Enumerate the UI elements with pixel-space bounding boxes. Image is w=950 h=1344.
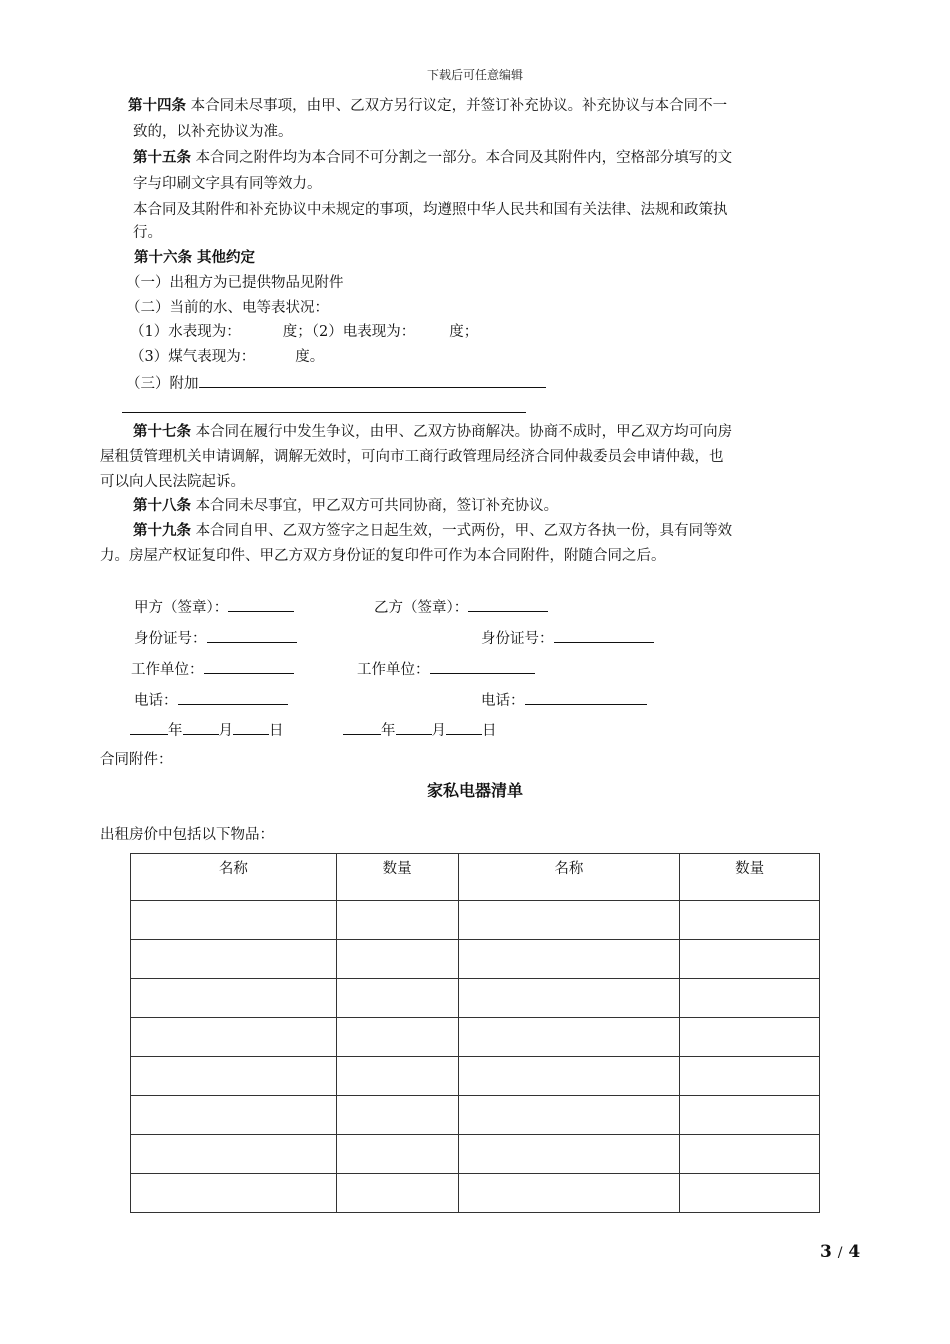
table-cell[interactable] — [458, 940, 680, 979]
water-meter-label: （1）水表现为： — [130, 324, 241, 340]
table-row — [131, 1096, 820, 1135]
gas-meter-label: （3）煤气表现为： — [130, 349, 256, 365]
meter-gas-line: （3）煤气表现为： 度。 — [130, 349, 325, 365]
article-19-line-1: 第十九条 本合同自甲、乙双方签字之日起生效，一式两份，甲、乙双方各执一份，具有同等效 — [133, 523, 733, 539]
table-cell[interactable] — [458, 1135, 680, 1174]
table-cell[interactable] — [680, 1057, 820, 1096]
party-a-year-blank[interactable] — [130, 719, 168, 735]
article-16-item-1: （一）出租方为已提供物品见附件 — [126, 275, 344, 291]
table-cell[interactable] — [458, 901, 680, 940]
addition-blank-line-2[interactable] — [122, 412, 526, 413]
table-cell[interactable] — [131, 1135, 337, 1174]
article-15-line-3: 本合同及其附件和补充协议中未规定的事项，均遵照中华人民共和国有关法律、法规和政策执 — [133, 202, 728, 218]
article-17-line-3: 可以向人民法院起诉。 — [100, 474, 245, 490]
table-cell[interactable] — [131, 1018, 337, 1057]
article-15-label: 第十五条 — [133, 150, 191, 166]
party-b-phone-blank[interactable] — [525, 689, 647, 705]
article-16-item-3: （三）附加 — [126, 372, 546, 394]
article-14-label: 第十四条 — [128, 98, 186, 114]
party-a-day-blank[interactable] — [233, 719, 269, 735]
table-cell[interactable] — [336, 1174, 458, 1213]
article-15-line-1: 第十五条 本合同之附件均为本合同不可分割之一部分。本合同及其附件内，空格部分填写的文 — [133, 150, 733, 166]
elec-meter-label: （2）电表现为： — [311, 324, 416, 340]
table-cell[interactable] — [680, 1174, 820, 1213]
article-16-label: 第十六条 其他约定 — [134, 250, 256, 266]
column-header: 名称 — [131, 854, 337, 901]
party-b-work: 工作单位： — [357, 658, 535, 680]
party-a-sign-blank[interactable] — [228, 596, 294, 612]
table-cell[interactable] — [336, 940, 458, 979]
party-b-sign-blank[interactable] — [468, 596, 548, 612]
table-cell[interactable] — [131, 1057, 337, 1096]
party-a-month-blank[interactable] — [183, 719, 219, 735]
party-a-date: 年 月 日 — [130, 719, 284, 741]
meter-water-elec-line: （1）水表现为： 度；（2）电表现为： 度； — [130, 324, 479, 340]
attachment-title: 家私电器清单 — [426, 781, 523, 800]
page-number: 3 / 4 — [820, 1242, 861, 1262]
table-cell[interactable] — [458, 1018, 680, 1057]
table-header-row — [131, 854, 820, 901]
table-row — [131, 940, 820, 979]
article-14-line-1: 第十四条 本合同未尽事项，由甲、乙双方另行议定，并签订补充协议。补充协议与本合同不一 — [128, 98, 728, 114]
article-15-line-2: 字与印刷文字具有同等效力。 — [133, 176, 322, 192]
header-note: 下载后可任意编辑 — [426, 68, 523, 82]
table-cell[interactable] — [336, 1018, 458, 1057]
table-cell[interactable] — [680, 901, 820, 940]
table-cell[interactable] — [680, 940, 820, 979]
furniture-appliance-table — [130, 853, 820, 1213]
party-a-work: 工作单位： — [131, 658, 294, 680]
article-16-item-2: （二）当前的水、电等表状况： — [126, 300, 329, 316]
party-b-year-blank[interactable] — [343, 719, 381, 735]
article-19-line-2: 力。房屋产权证复印件、甲乙方双方身份证的复印件可作为本合同附件，附随合同之后。 — [100, 548, 666, 564]
party-a-phone-blank[interactable] — [178, 689, 288, 705]
addition-blank[interactable] — [199, 372, 546, 388]
table-row — [131, 1018, 820, 1057]
table-cell[interactable] — [680, 1018, 820, 1057]
party-b-month-blank[interactable] — [396, 719, 432, 735]
table-cell[interactable] — [458, 1096, 680, 1135]
article-17-line-2: 屋租赁管理机关申请调解，调解无效时，可向市工商行政管理局经济合同仲裁委员会申请仲裁，也 — [100, 449, 724, 465]
table-row — [131, 1174, 820, 1213]
party-b-date: 年 月 日 — [343, 719, 497, 741]
table-cell[interactable] — [131, 1096, 337, 1135]
table-cell[interactable] — [680, 1135, 820, 1174]
attachment-intro: 出租房价中包括以下物品： — [100, 827, 274, 843]
party-b-sign: 乙方（签章）： — [374, 596, 548, 618]
article-17-label: 第十七条 — [133, 424, 191, 440]
attachment-label: 合同附件： — [100, 752, 173, 768]
table-cell[interactable] — [336, 1096, 458, 1135]
table-cell[interactable] — [458, 1057, 680, 1096]
table-cell[interactable] — [680, 1096, 820, 1135]
table-cell[interactable] — [458, 1174, 680, 1213]
table-cell[interactable] — [336, 1135, 458, 1174]
article-18-label: 第十八条 — [133, 498, 191, 514]
table-cell[interactable] — [131, 1174, 337, 1213]
table-cell[interactable] — [336, 979, 458, 1018]
article-18-line-1: 第十八条 本合同未尽事宜，甲乙双方可共同协商，签订补充协议。 — [133, 498, 559, 514]
party-b-phone: 电话： — [481, 689, 647, 711]
column-header: 数量 — [680, 854, 820, 901]
table-row — [131, 1057, 820, 1096]
table-row — [131, 901, 820, 940]
party-b-id: 身份证号： — [481, 627, 654, 649]
party-a-sign: 甲方（签章）： — [134, 596, 294, 618]
table-row — [131, 979, 820, 1018]
party-b-day-blank[interactable] — [446, 719, 482, 735]
party-b-work-blank[interactable] — [430, 658, 535, 674]
party-b-id-blank[interactable] — [554, 627, 654, 643]
party-a-work-blank[interactable] — [204, 658, 294, 674]
table-cell[interactable] — [458, 979, 680, 1018]
table-cell[interactable] — [131, 979, 337, 1018]
table-cell[interactable] — [680, 979, 820, 1018]
table-cell[interactable] — [336, 1057, 458, 1096]
article-19-label: 第十九条 — [133, 523, 191, 539]
party-a-phone: 电话： — [134, 689, 288, 711]
column-header: 名称 — [458, 854, 680, 901]
party-a-id: 身份证号： — [134, 627, 297, 649]
table-cell[interactable] — [131, 940, 337, 979]
article-17-line-1: 第十七条 本合同在履行中发生争议，由甲、乙双方协商解决。协商不成时，甲乙双方均可向房 — [133, 424, 733, 440]
party-a-id-blank[interactable] — [207, 627, 297, 643]
table-cell[interactable] — [336, 901, 458, 940]
table-cell[interactable] — [131, 901, 337, 940]
column-header: 数量 — [336, 854, 458, 901]
article-14-line-2: 致的，以补充协议为准。 — [133, 124, 293, 140]
article-15-line-4: 行。 — [133, 225, 162, 241]
table-row — [131, 1135, 820, 1174]
